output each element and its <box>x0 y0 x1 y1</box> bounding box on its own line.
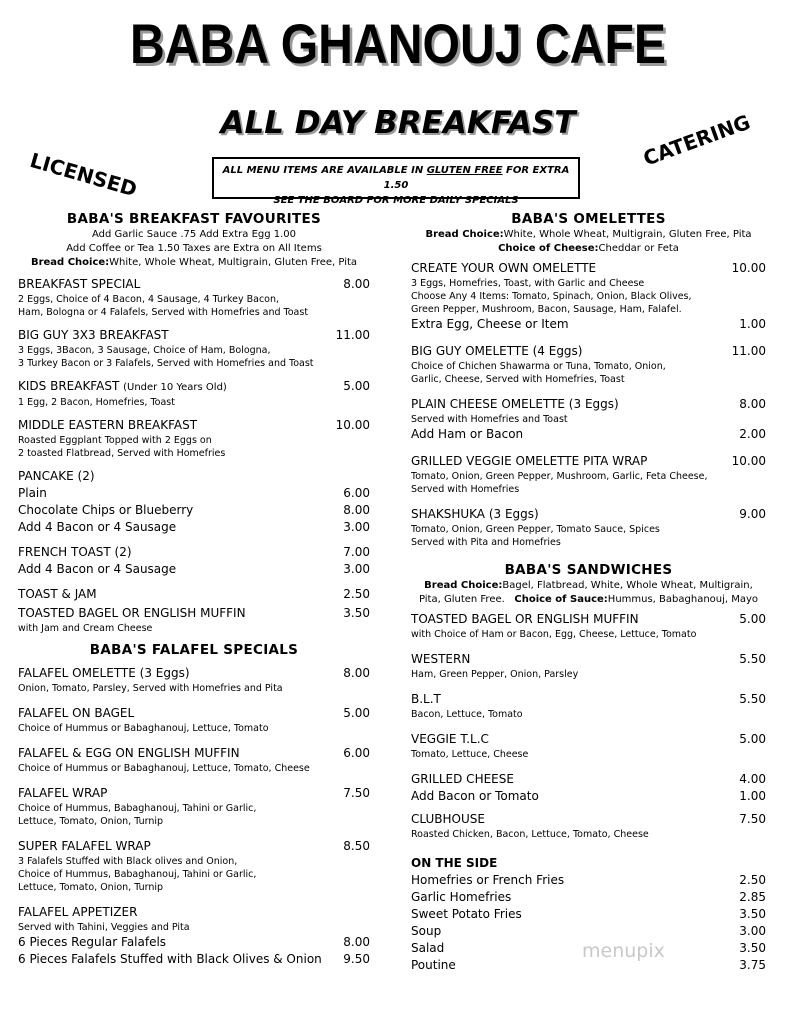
notice-line-1: ALL MENU ITEMS ARE AVAILABLE IN GLUTEN FREE FOR EXTRA 1.50 <box>222 165 570 191</box>
menu-item: FALAFEL APPETIZER Served with Tahini, Veggies and Pita 6 Pieces Regular Falafels 8.00 6 Pieces Falafels Stuffed with Black Olives & Onion 9.50 <box>18 905 370 966</box>
menu-item: BIG GUY OMELETTE (4 Eggs) 11.00 Choice of Chichen Shawarma or Tuna, Tomato, Onion, Garlic, Cheese, Served with Homefries, Toast <box>411 344 766 385</box>
menu-item: WESTERN 5.50 Ham, Green Pepper, Onion, Parsley <box>411 652 766 680</box>
menu-item: GRILLED CHEESE 4.00 Add Bacon or Tomato 1.00 <box>411 772 766 803</box>
menupix-watermark: menupix <box>582 940 665 962</box>
page-title: BABA GHANOUJ CAFE <box>129 12 667 75</box>
licensed-stamp: LICENSED <box>27 148 140 202</box>
menu-item: BREAKFAST SPECIAL 8.00 2 Eggs, Choice of 4 Bacon, 4 Sausage, 4 Turkey Bacon, Ham, Bologna or 4 Falafels, Served with Homefries and Toast <box>18 277 370 318</box>
list-item: Sweet Potato Fries 3.50 <box>411 907 766 921</box>
menu-item: SUPER FALAFEL WRAP 8.50 3 Falafels Stuffed with Black olives and Onion, Choice of Hummus, Babaghanouj, Tahini or Garlic, Lettuce, Tomato, Onion, Turnip <box>18 839 370 893</box>
menu-item: FALAFEL ON BAGEL 5.00 Choice of Hummus or Babaghanouj, Lettuce, Tomato <box>18 706 370 734</box>
catering-stamp: CATERING <box>640 109 754 171</box>
menu-item: FALAFEL WRAP 7.50 Choice of Hummus, Babaghanouj, Tahini or Garlic, Lettuce, Tomato, Onion, Turnip <box>18 786 370 827</box>
menu-item: FRENCH TOAST (2) 7.00 Add 4 Bacon or 4 Sausage 3.00 <box>18 545 370 576</box>
menu-item: B.L.T 5.50 Bacon, Lettuce, Tomato <box>411 692 766 720</box>
omelettes-note-2: Choice of Cheese:Cheddar or Feta <box>498 243 679 254</box>
list-item: Garlic Homefries 2.85 <box>411 890 766 904</box>
menu-item: CLUBHOUSE 7.50 Roasted Chicken, Bacon, Lettuce, Tomato, Cheese <box>411 812 766 840</box>
section-heading-falafel: BABA'S FALAFEL SPECIALS <box>89 642 299 658</box>
menu-item: TOASTED BAGEL OR ENGLISH MUFFIN 5.00 with Choice of Ham or Bacon, Egg, Cheese, Lettuce, Tomato <box>411 612 766 640</box>
menu-item: MIDDLE EASTERN BREAKFAST 10.00 Roasted Eggplant Topped with 2 Eggs on 2 toasted Flatbread, Served with Homefries <box>18 418 370 459</box>
menu-item: SHAKSHUKA (3 Eggs) 9.00 Tomato, Onion, Green Pepper, Tomato Sauce, Spices Served with Pita and Homefries <box>411 507 766 548</box>
menu-item: PANCAKE (2) Plain 6.00 Chocolate Chips or Blueberry 8.00 Add 4 Bacon or 4 Sausage 3.00 <box>18 469 370 534</box>
menu-item: PLAIN CHEESE OMELETTE (3 Eggs) 8.00 Served with Homefries and Toast Add Ham or Bacon 2.00 <box>411 397 766 441</box>
list-item: Soup 3.00 <box>411 924 766 938</box>
right-column <box>411 210 766 974</box>
favourites-note-1: Add Garlic Sauce .75 Add Extra Egg 1.00 <box>91 229 297 240</box>
menu-item: BIG GUY 3X3 BREAKFAST 11.00 3 Eggs, 3Bacon, 3 Sausage, Choice of Ham, Bologna, 3 Turkey Bacon or 3 Falafels, Served with Homefries and Toast <box>18 328 370 369</box>
favourites-note-2: Add Coffee or Tea 1.50 Taxes are Extra on All Items <box>66 243 322 254</box>
section-heading-sandwiches: BABA'S SANDWICHES <box>504 562 673 578</box>
notice-line-2: SEE THE BOARD FOR MORE DAILY SPECIALS <box>273 195 519 206</box>
menu-item: VEGGIE T.L.C 5.00 Tomato, Lettuce, Cheese <box>411 732 766 760</box>
menu-item: FALAFEL OMELETTE (3 Eggs) 8.00 Onion, Tomato, Parsley, Served with Homefries and Pita <box>18 666 370 694</box>
list-item: Poutine 3.75 <box>411 958 766 972</box>
list-item: Homefries or French Fries 2.50 <box>411 873 766 887</box>
menu-item: TOAST & JAM 2.50 <box>18 587 370 601</box>
omelettes-note-1: Bread Choice:White, Whole Wheat, Multigrain, Gluten Free, Pita <box>425 229 752 240</box>
menu-item: CREATE YOUR OWN OMELETTE 10.00 3 Eggs, Homefries, Toast, with Garlic and Cheese Choose Any 4 Items: Tomato, Spinach, Onion, Black Olives, Green Pepper, Mushroom, Bacon, Sausage, Ham, Falafel. Extra Egg, Cheese or Item 1.00 <box>411 261 766 331</box>
section-heading-omelettes: BABA'S OMELETTES <box>511 211 666 227</box>
menu-item: FALAFEL & EGG ON ENGLISH MUFFIN 6.00 Choice of Hummus or Babaghanouj, Lettuce, Tomato, Cheese <box>18 746 370 774</box>
section-heading-sides: ON THE SIDE <box>411 856 498 870</box>
gluten-free-notice <box>212 157 580 206</box>
menu-item: TOASTED BAGEL OR ENGLISH MUFFIN 3.50 with Jam and Cream Cheese <box>18 606 370 634</box>
sandwiches-note-1: Bread Choice:Bagel, Flatbread, White, Whole Wheat, Multigrain, <box>424 580 753 591</box>
left-column <box>18 210 370 968</box>
section-heading-favourites: BABA'S BREAKFAST FAVOURITES <box>66 211 322 227</box>
list-item: Salad 3.50 <box>411 941 766 955</box>
sandwiches-note-2: Pita, Gluten Free. Choice of Sauce:Hummus, Babaghanouj, Mayo <box>418 594 759 605</box>
favourites-note-3: Bread Choice:White, Whole Wheat, Multigrain, Gluten Free, Pita <box>30 257 358 268</box>
page-subtitle: ALL DAY BREAKFAST <box>220 105 576 141</box>
menu-item: KIDS BREAKFAST (Under 10 Years Old) 5.00 1 Egg, 2 Bacon, Homefries, Toast <box>18 379 370 408</box>
menu-item: GRILLED VEGGIE OMELETTE PITA WRAP 10.00 Tomato, Onion, Green Pepper, Mushroom, Garlic, Feta Cheese, Served with Homefries <box>411 454 766 495</box>
